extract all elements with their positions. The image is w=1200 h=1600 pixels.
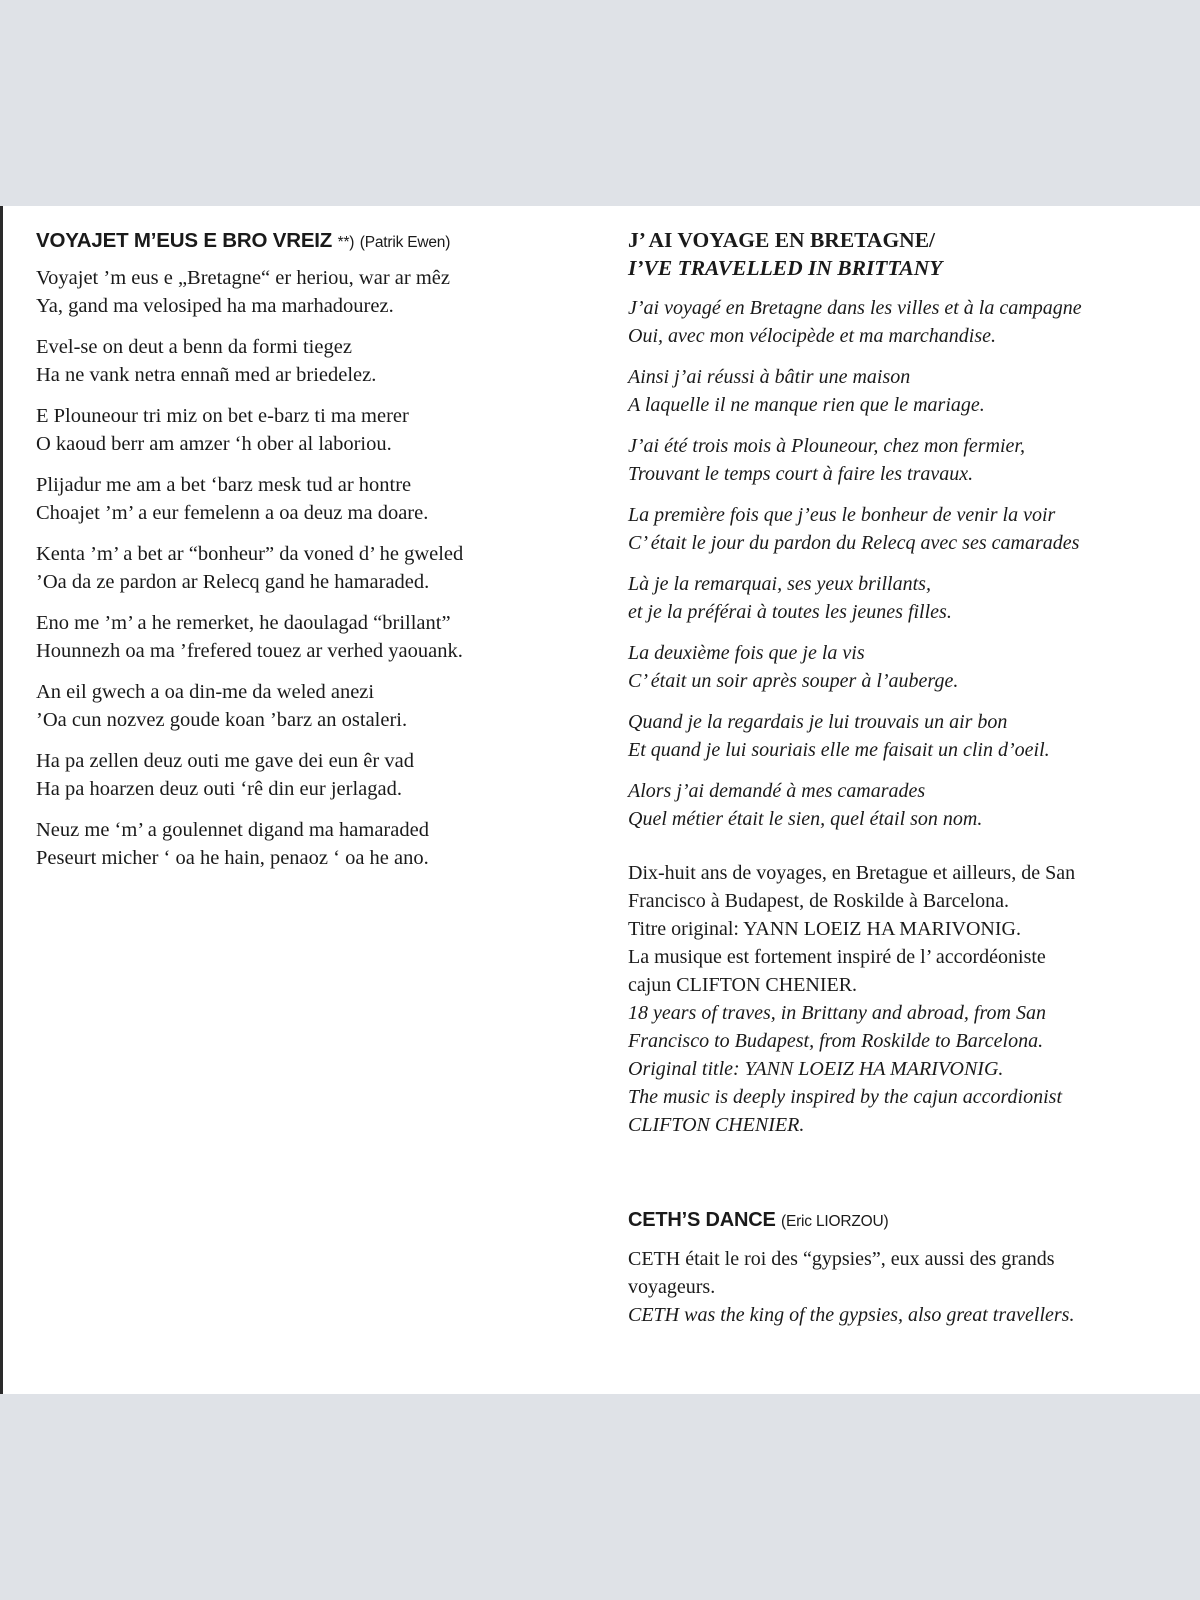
ceths-dance-body	[628, 1245, 1168, 1329]
page-edge-shadow	[0, 206, 3, 1394]
booklet-page	[0, 206, 1200, 1394]
stanza	[628, 294, 1168, 350]
stanza	[628, 501, 1168, 557]
lyric-line: Ha pa zellen deuz outi me gave dei eun êr vad	[36, 750, 414, 772]
lyric-line: Là je la remarquai, ses yeux brillants,	[628, 573, 931, 595]
lyric-line: Evel-se on deut a benn da formi tiegez	[36, 336, 352, 358]
lyric-line: Ha pa hoarzen deuz outi ‘rê din eur jerlagad.	[36, 778, 402, 800]
lyric-line: Ainsi j’ai réussi à bâtir une maison	[628, 366, 911, 388]
lyric-line: E Plouneour tri miz on bet e-barz ti ma merer	[36, 405, 409, 427]
text-line: La musique est fortement inspiré de l’ accordéoniste	[628, 946, 1046, 968]
lyric-line: Kenta ’m’ a bet ar “bonheur” da voned d’ he gweled	[36, 543, 464, 565]
lyric-line: Neuz me ‘m’ a goulennet digand ma hamaraded	[36, 819, 429, 841]
lyric-line: ’Oa da ze pardon ar Relecq gand he hamaraded.	[36, 571, 430, 593]
text-line: Dix-huit ans de voyages, en Bretague et ailleurs, de San	[628, 862, 1076, 884]
lyric-line: et je la préférai à toutes les jeunes filles.	[628, 601, 952, 623]
lyric-line: La première fois que j’eus le bonheur de venir la voir	[628, 504, 1056, 526]
notes-french	[628, 859, 1168, 999]
lyric-line: Et quand je lui souriais elle me faisait un clin d’oeil.	[628, 739, 1050, 761]
ceths-dance-english	[628, 1301, 1168, 1329]
stanza	[36, 402, 576, 458]
stanza	[628, 363, 1168, 419]
song-credit: (Patrik Ewen)	[359, 234, 451, 251]
lyric-line: Peseurt micher ‘ oa he hain, penaoz ‘ oa he ano.	[36, 847, 429, 869]
heading-english: I’VE TRAVELLED IN BRITTANY	[628, 256, 943, 280]
text-line: CETH était le roi des “gypsies”, eux aussi des grands	[628, 1248, 1055, 1270]
text-line: CETH was the king of the gypsies, also great travellers.	[628, 1304, 1075, 1326]
lyric-line: A laquelle il ne manque rien que le mariage.	[628, 394, 985, 416]
text-line: Titre original: YANN LOEIZ HA MARIVONIG.	[628, 918, 1021, 940]
stanza	[628, 708, 1168, 764]
ceths-dance-section	[628, 1205, 1168, 1329]
lyric-line: Ha ne vank netra ennañ med ar briedelez.	[36, 364, 377, 386]
stanza	[628, 639, 1168, 695]
song-title-breton	[36, 226, 576, 256]
text-line: Francisco to Budapest, from Roskilde to Barcelona.	[628, 1030, 1044, 1052]
lyric-line: C’ était le jour du pardon du Relecq avec ses camarades	[628, 532, 1080, 554]
lyric-line: Alors j’ai demandé à mes camarades	[628, 780, 926, 802]
ceths-dance-french	[628, 1245, 1168, 1301]
song-title-ceths-dance	[628, 1205, 1168, 1235]
translation-column	[628, 226, 1168, 1329]
lyric-line: Plijadur me am a bet ‘barz mesk tud ar hontre	[36, 474, 412, 496]
breton-lyrics-column	[36, 226, 576, 872]
song-title-marker: **)	[337, 234, 355, 251]
ceths-dance-credit: (Eric LIORZOU)	[780, 1213, 889, 1230]
text-line: The music is deeply inspired by the cajun accordionist	[628, 1086, 1062, 1108]
stanza	[36, 471, 576, 527]
stanza	[628, 432, 1168, 488]
lyric-line: C’ était un soir après souper à l’auberge.	[628, 670, 959, 692]
lyric-line: Hounnezh oa ma ’frefered touez ar verhed yaouank.	[36, 640, 463, 662]
text-line: voyageurs.	[628, 1276, 716, 1298]
stanza	[628, 777, 1168, 833]
lyric-line: J’ai voyagé en Bretagne dans les villes et à la campagne	[628, 297, 1082, 319]
song-notes	[628, 859, 1168, 1139]
text-line: CLIFTON CHENIER.	[628, 1114, 805, 1136]
lyric-line: Ya, gand ma velosiped ha ma marhadourez.	[36, 295, 394, 317]
text-line: 18 years of traves, in Brittany and abroad, from San	[628, 1002, 1046, 1024]
lyric-line: J’ai été trois mois à Plouneour, chez mon fermier,	[628, 435, 1025, 457]
lyric-line: Eno me ’m’ a he remerket, he daoulagad “brillant”	[36, 612, 451, 634]
heading-french: J’ AI VOYAGE EN BRETAGNE/	[628, 228, 936, 252]
text-line: cajun CLIFTON CHENIER.	[628, 974, 858, 996]
stanza	[36, 264, 576, 320]
lyric-line: Choajet ’m’ a eur femelenn a oa deuz ma doare.	[36, 502, 429, 524]
stanza	[36, 609, 576, 665]
lyric-line: Trouvant le temps court à faire les travaux.	[628, 463, 974, 485]
text-line: Original title: YANN LOEIZ HA MARIVONIG.	[628, 1058, 1004, 1080]
stanza	[36, 816, 576, 872]
stanza	[36, 678, 576, 734]
ceths-dance-title: CETH’S DANCE	[628, 1209, 776, 1231]
lyric-line: Quel métier était le sien, quel étail son nom.	[628, 808, 983, 830]
lyric-line: Voyajet ’m eus e „Bretagne“ er heriou, war ar mêz	[36, 267, 450, 289]
lyric-line: ’Oa cun nozvez goude koan ’barz an ostaleri.	[36, 709, 408, 731]
lyric-line: An eil gwech a oa din-me da weled anezi	[36, 681, 375, 703]
stanza	[36, 333, 576, 389]
text-line: Francisco à Budapest, de Roskilde à Barcelona.	[628, 890, 1009, 912]
lyric-line: La deuxième fois que je la vis	[628, 642, 865, 664]
notes-english	[628, 999, 1168, 1139]
lyric-line: Oui, avec mon vélocipède et ma marchandise.	[628, 325, 997, 347]
stanza	[36, 540, 576, 596]
breton-stanzas	[36, 264, 576, 872]
translation-heading	[628, 226, 1168, 282]
stanza	[628, 570, 1168, 626]
song-title-text: VOYAJET M’EUS E BRO VREIZ	[36, 229, 333, 252]
stanza	[36, 747, 576, 803]
lyric-line: O kaoud berr am amzer ‘h ober al laboriou.	[36, 433, 392, 455]
lyric-line: Quand je la regardais je lui trouvais un air bon	[628, 711, 1008, 733]
french-stanzas	[628, 294, 1168, 833]
